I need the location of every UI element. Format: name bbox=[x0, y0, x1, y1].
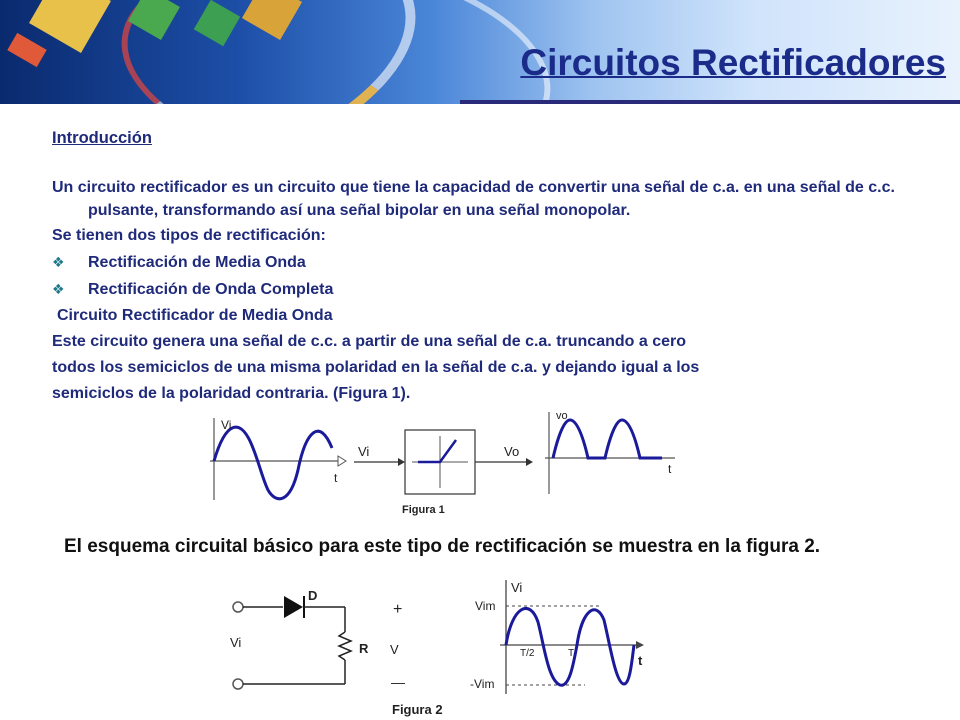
figure2-intro-sentence: El esquema circuital básico para este tipo de rectificación se muestra en la figura 2. bbox=[64, 536, 821, 557]
minus-sign: — bbox=[391, 674, 405, 690]
voltage-label: V bbox=[390, 642, 399, 657]
input-sine-wave bbox=[214, 427, 332, 499]
plot1-t-label: t bbox=[334, 471, 338, 485]
graph-t-label: t bbox=[638, 653, 643, 668]
diamond-bullet-icon: ❖ bbox=[52, 254, 65, 270]
period-label: T bbox=[568, 648, 575, 659]
figure2-circuit bbox=[230, 588, 405, 690]
diamond-bullet-icon: ❖ bbox=[52, 281, 65, 297]
plot2-t-label: t bbox=[668, 462, 672, 476]
figure1-caption: Figura 1 bbox=[402, 504, 445, 516]
figure1-output-plot bbox=[545, 410, 675, 494]
diode-symbol bbox=[284, 596, 303, 618]
input-label: Vi bbox=[358, 444, 370, 459]
plot1-ylabel: Vi bbox=[221, 418, 232, 432]
figure2-graph bbox=[470, 580, 644, 694]
list-item-label: Rectificación de Onda Completa bbox=[88, 281, 334, 298]
diode-label: D bbox=[308, 588, 318, 603]
resistor-label: R bbox=[359, 641, 369, 656]
section-heading: Introducción bbox=[52, 129, 152, 147]
source-sine-wave bbox=[506, 608, 634, 685]
body-line: semiciclos de la polaridad contraria. (Figura 1). bbox=[52, 385, 411, 402]
page-title: Circuitos Rectificadores bbox=[520, 42, 946, 83]
intro-paragraph: Un circuito rectificador es un circuito que tiene la capacidad de convertir una señal de c.a. en una señal de c.c. pulsante, transformando así una señal bipolar en una señal monopolar. bbox=[52, 179, 895, 219]
graph-ylabel: Vi bbox=[511, 580, 523, 595]
figure1-block bbox=[354, 430, 533, 494]
body-line: todos los semiciclos de una misma polaridad en la señal de c.a. y dejando igual a los bbox=[52, 359, 700, 376]
types-line: Se tienen dos tipos de rectificación: bbox=[52, 227, 326, 244]
resistor-symbol bbox=[339, 632, 351, 660]
vim-positive-label: Vim bbox=[475, 599, 496, 613]
list-item-label: Rectificación de Media Onda bbox=[88, 254, 306, 271]
figure1-input-plot bbox=[210, 418, 346, 500]
body-line: Este circuito genera una señal de c.c. a partir de una señal de c.a. truncando a cero bbox=[52, 333, 686, 350]
plus-sign: + bbox=[393, 601, 403, 618]
subheading: Circuito Rectificador de Media Onda bbox=[57, 307, 333, 324]
half-period-label: T/2 bbox=[520, 648, 535, 659]
output-label: Vo bbox=[504, 444, 520, 459]
figure2-caption: Figura 2 bbox=[392, 702, 443, 717]
source-label: Vi bbox=[230, 635, 242, 650]
rectified-wave bbox=[553, 420, 662, 458]
vim-negative-label: -Vim bbox=[470, 677, 495, 691]
plot2-ylabel: vo bbox=[556, 410, 568, 422]
